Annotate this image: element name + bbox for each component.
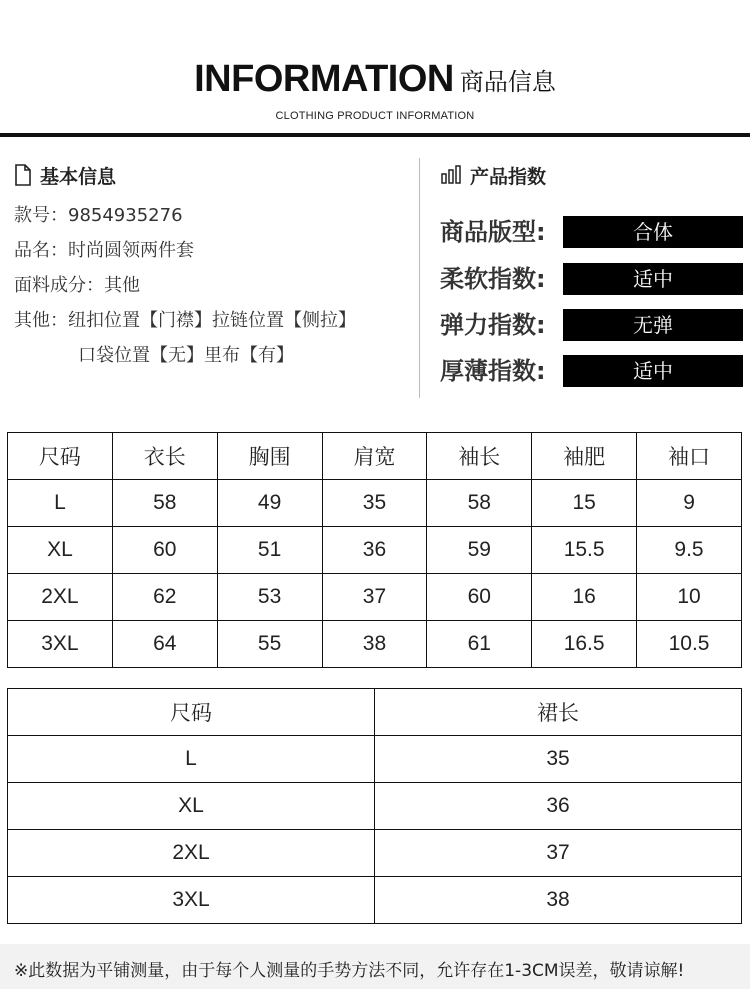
table-row xyxy=(8,574,742,621)
table-cell: 53 xyxy=(217,574,322,621)
page-header xyxy=(0,0,750,137)
table-cell: 58 xyxy=(427,480,532,527)
table-cell: 36 xyxy=(322,527,427,574)
table-row xyxy=(8,736,742,783)
title-wrap xyxy=(0,58,750,101)
index-value: 合体 xyxy=(563,216,743,248)
footer-note: ※此数据为平铺测量，由于每个人测量的手势方法不同，允许存在1-3CM误差，敬请谅解! xyxy=(14,961,685,981)
table-header-row xyxy=(8,433,742,480)
subtitle: CLOTHING PRODUCT INFORMATION xyxy=(275,110,475,122)
info-label: 品名： xyxy=(14,240,68,261)
table-row xyxy=(8,527,742,574)
table-cell: 35 xyxy=(322,480,427,527)
table-cell: 58 xyxy=(112,480,217,527)
index-value: 适中 xyxy=(563,355,743,387)
table-row xyxy=(8,830,742,877)
table-cell: 38 xyxy=(375,877,742,924)
table-cell: 51 xyxy=(217,527,322,574)
index-value: 无弹 xyxy=(563,309,743,341)
table-cell: 3XL xyxy=(8,877,375,924)
table-row xyxy=(8,877,742,924)
table-cell: 3XL xyxy=(8,621,113,668)
table-cell: 64 xyxy=(112,621,217,668)
table-header-cell: 裙长 xyxy=(375,689,742,736)
table-cell: 2XL xyxy=(8,830,375,877)
info-row-fabric xyxy=(14,268,414,303)
table-cell: 2XL xyxy=(8,574,113,621)
index-label: 柔软指数: xyxy=(440,265,546,293)
header-divider xyxy=(0,133,750,137)
basic-info-heading xyxy=(14,160,414,190)
table-cell: 10.5 xyxy=(637,621,742,668)
table-cell: 62 xyxy=(112,574,217,621)
table-cell: 49 xyxy=(217,480,322,527)
info-value: 纽扣位置【门襟】拉链位置【侧拉】 xyxy=(68,310,356,331)
product-index-heading xyxy=(440,160,745,190)
table-cell: 37 xyxy=(322,574,427,621)
table-header-cell: 袖口 xyxy=(637,433,742,480)
table-cell: 10 xyxy=(637,574,742,621)
info-value: 9854935276 xyxy=(68,205,183,226)
table-cell: 9.5 xyxy=(637,527,742,574)
table-cell: 9 xyxy=(637,480,742,527)
index-row-fit xyxy=(440,216,745,248)
info-label: 款号： xyxy=(14,205,68,226)
index-label: 商品版型: xyxy=(440,218,546,246)
table-cell: 35 xyxy=(375,736,742,783)
table-header-cell: 袖肥 xyxy=(532,433,637,480)
info-row-other-cont: 口袋位置【无】里布【有】 xyxy=(78,345,294,366)
table-row xyxy=(8,621,742,668)
table-cell: L xyxy=(8,480,113,527)
table-header-cell: 肩宽 xyxy=(322,433,427,480)
table-cell: 38 xyxy=(322,621,427,668)
basic-info-title: 基本信息 xyxy=(40,165,117,188)
index-row-elasticity xyxy=(440,309,745,341)
title-english: INFORMATION xyxy=(194,58,454,100)
table-header-cell: 尺码 xyxy=(8,433,113,480)
info-value: 其他 xyxy=(104,275,140,296)
table-cell: 16.5 xyxy=(532,621,637,668)
table-cell: 59 xyxy=(427,527,532,574)
table-header-cell: 尺码 xyxy=(8,689,375,736)
index-label: 厚薄指数: xyxy=(440,357,546,385)
footer-note-bar xyxy=(0,944,750,989)
table-cell: 61 xyxy=(427,621,532,668)
basic-info-panel xyxy=(14,160,414,373)
table-row xyxy=(8,480,742,527)
table-header-row xyxy=(8,689,742,736)
table-cell: 60 xyxy=(112,527,217,574)
table-header-cell: 衣长 xyxy=(112,433,217,480)
index-row-softness xyxy=(440,263,745,295)
product-index-panel xyxy=(440,160,745,385)
table-cell: 36 xyxy=(375,783,742,830)
table-cell: 15.5 xyxy=(532,527,637,574)
table-header-cell: 胸围 xyxy=(217,433,322,480)
info-row-name xyxy=(14,233,414,268)
table-cell: XL xyxy=(8,527,113,574)
panel-divider xyxy=(419,158,420,398)
table-cell: 16 xyxy=(532,574,637,621)
table-cell: 60 xyxy=(427,574,532,621)
index-label: 弹力指数: xyxy=(440,311,546,339)
title-chinese: 商品信息 xyxy=(459,68,556,96)
size-table-top xyxy=(7,432,742,668)
info-value: 时尚圆领两件套 xyxy=(68,240,194,261)
info-row-other xyxy=(14,303,414,338)
info-label: 其他： xyxy=(14,310,68,331)
size-table-bottom xyxy=(7,688,742,924)
info-label: 面料成分： xyxy=(14,275,104,296)
index-row-thickness xyxy=(440,355,745,387)
table-cell: XL xyxy=(8,783,375,830)
table-cell: 37 xyxy=(375,830,742,877)
bar-chart-icon xyxy=(440,165,462,185)
table-row xyxy=(8,783,742,830)
document-icon xyxy=(14,164,32,186)
table-cell: 55 xyxy=(217,621,322,668)
info-row-style-no xyxy=(14,198,414,233)
table-cell: 15 xyxy=(532,480,637,527)
index-value: 适中 xyxy=(563,263,743,295)
table-cell: L xyxy=(8,736,375,783)
product-index-title: 产品指数 xyxy=(470,165,547,188)
table-header-cell: 袖长 xyxy=(427,433,532,480)
